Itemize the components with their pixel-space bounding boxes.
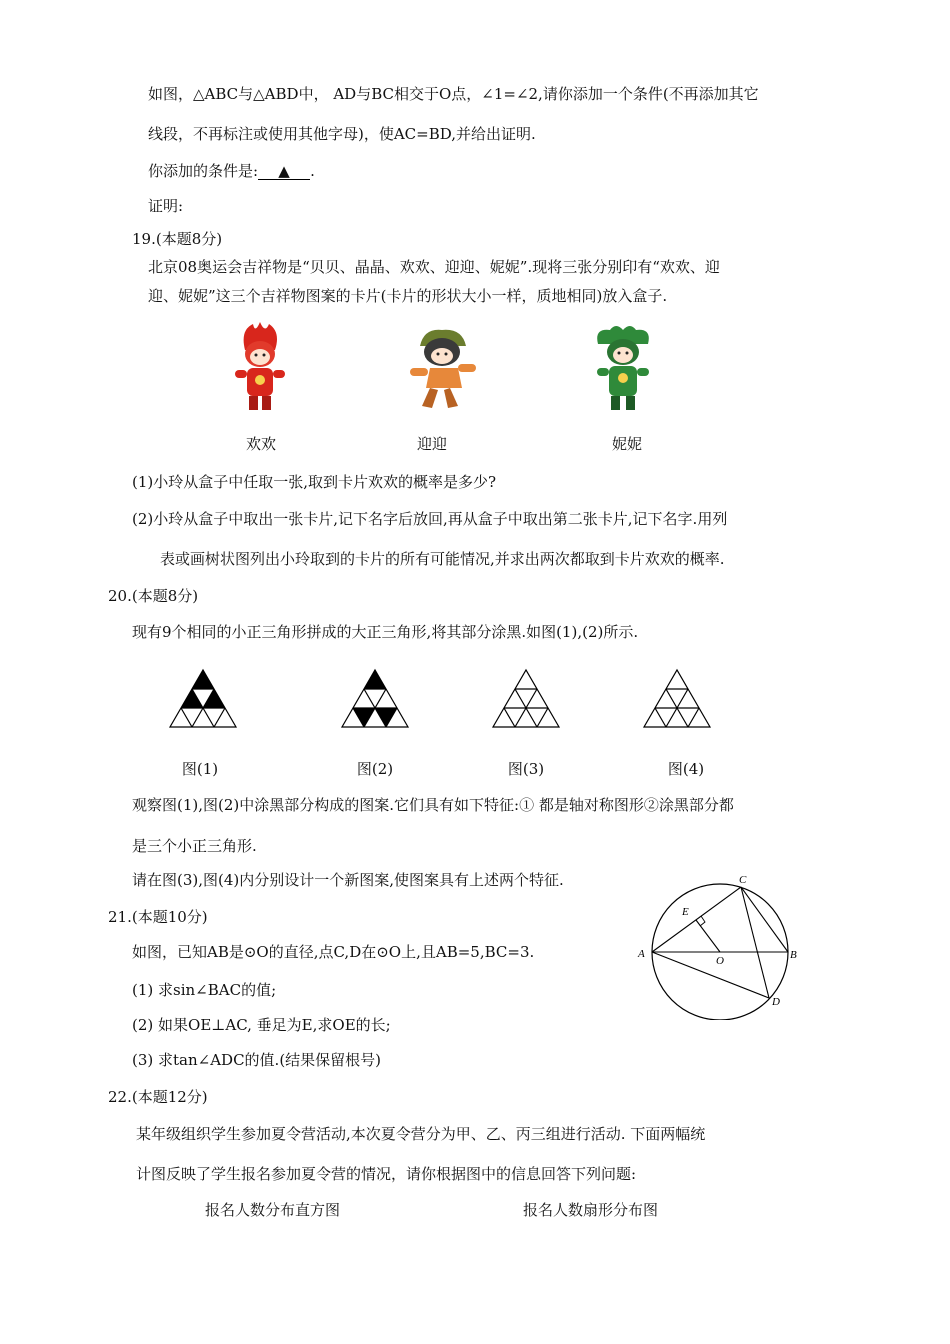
q20-header: 20.(本题8分) xyxy=(108,587,199,605)
q22-line1: 某年级组织学生参加夏令营活动,本次夏令营分为甲、乙、丙三组进行活动. 下面两幅统 xyxy=(136,1125,706,1143)
label-d: D xyxy=(772,996,780,1008)
circle-geometry-figure xyxy=(632,870,802,1020)
q21-line1: 如图，已知AB是⊙O的直径,点C,D在⊙O上,且AB=5,BC=3. xyxy=(132,943,535,961)
q18-proof-label: 证明: xyxy=(148,197,184,215)
chart2-title: 报名人数扇形分布图 xyxy=(523,1201,659,1219)
q19-line2: 迎、妮妮”这三个吉祥物图案的卡片(卡片的形状大小一样，质地相同)放入盒子. xyxy=(148,287,668,305)
q18-line1: 如图，△ABC与△ABD中， AD与BC相交于O点，∠1=∠2,请你添加一个条件(不再添加其它 xyxy=(148,85,759,103)
q18-add-condition xyxy=(148,161,315,181)
q21-header: 21.(本题10分) xyxy=(108,908,208,926)
segment-cd xyxy=(741,887,769,998)
answer-blank[interactable] xyxy=(258,163,310,180)
fig-caption-2: 图(2) xyxy=(356,760,394,778)
segment-ac xyxy=(652,887,741,952)
mascot-yingying-image xyxy=(402,322,482,414)
add-condition-end: . xyxy=(310,162,315,180)
q19-header: 19.(本题8分) xyxy=(132,230,223,248)
q22-header: 22.(本题12分) xyxy=(108,1088,208,1106)
right-angle-mark xyxy=(700,916,705,926)
label-b: B xyxy=(790,949,797,961)
fig-caption-3: 图(3) xyxy=(507,760,545,778)
q20-obs1: 观察图(1),图(2)中涂黑部分构成的图案.它们具有如下特征:① 都是轴对称图形②涂黑部分都 xyxy=(132,796,734,814)
q21-sub1: (1) 求sin∠BAC的值; xyxy=(132,981,277,999)
q19-sub2b: 表或画树状图列出小玲取到的卡片的所有可能情况,并求出两次都取到卡片欢欢的概率. xyxy=(160,550,725,568)
triangle-icon: ▲ xyxy=(278,162,290,180)
label-e: E xyxy=(682,906,689,918)
chart1-title: 报名人数分布直方图 xyxy=(205,1201,341,1219)
mascot-label-yingying: 迎迎 xyxy=(416,435,447,453)
q22-line2: 计图反映了学生报名参加夏令营的情况，请你根据图中的信息回答下列问题: xyxy=(136,1165,637,1183)
q21-sub2: (2) 如果OE⊥AC, 垂足为E,求OE的长; xyxy=(132,1016,391,1034)
q19-line1: 北京08奥运会吉祥物是“贝贝、晶晶、欢欢、迎迎、妮妮”.现将三张分别印有“欢欢、迎 xyxy=(148,258,720,276)
triangle-figure-2 xyxy=(339,664,411,730)
segment-ad xyxy=(652,952,769,998)
mascot-nini-image xyxy=(588,322,658,414)
mascot-huanhuan-image xyxy=(225,320,295,415)
fig-caption-4: 图(4) xyxy=(667,760,705,778)
q20-line1: 现有9个相同的小正三角形拼成的大正三角形,将其部分涂黑.如图(1),(2)所示. xyxy=(132,623,639,641)
segment-bc xyxy=(741,887,788,952)
label-c: C xyxy=(739,874,747,886)
triangle-figure-1 xyxy=(167,664,239,730)
q18-line2: 线段，不再标注或使用其他字母)，使AC=BD,并给出证明. xyxy=(148,125,536,143)
mascot-label-nini: 妮妮 xyxy=(611,435,642,453)
fig-caption-1: 图(1) xyxy=(181,760,219,778)
q19-sub1: (1)小玲从盒子中任取一张,取到卡片欢欢的概率是多少? xyxy=(132,473,497,491)
mascot-label-huanhuan: 欢欢 xyxy=(245,435,276,453)
q20-obs2: 是三个小正三角形. xyxy=(132,837,257,855)
triangle-figure-4[interactable] xyxy=(641,664,713,730)
q21-sub3: (3) 求tan∠ADC的值.(结果保留根号) xyxy=(132,1051,382,1069)
label-o: O xyxy=(716,955,724,967)
segment-oe xyxy=(696,920,720,952)
q20-task: 请在图(3),图(4)内分别设计一个新图案,使图案具有上述两个特征. xyxy=(132,871,564,889)
add-condition-label: 你添加的条件是: xyxy=(148,162,259,180)
label-a: A xyxy=(638,948,645,960)
triangle-figure-3[interactable] xyxy=(490,664,562,730)
q19-sub2a: (2)小玲从盒子中取出一张卡片,记下名字后放回,再从盒子中取出第二张卡片,记下名字.用列 xyxy=(132,510,728,528)
